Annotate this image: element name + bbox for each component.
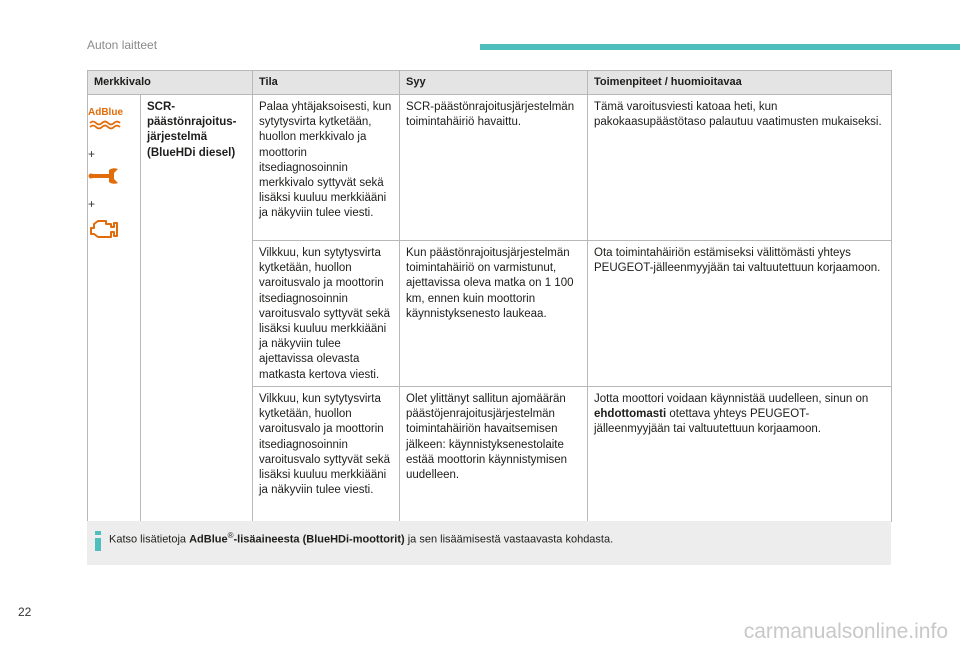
state-cell: Vilkkuu, kun sytytysvirta kytketään, huollon varoitusvalo ja moottorin itsediagnosoinnin varoitusvalo syttyvät sekä lisäksi kuuluu merkkiääni ja näkyviin tulee viesti.: [253, 387, 400, 522]
info-icon: [95, 531, 101, 551]
section-title: Auton laitteet: [87, 38, 158, 52]
emphasis-text: ehdottomasti: [594, 408, 667, 421]
cause-cell: SCR-päästönrajoitusjärjestelmän toimintahäiriö havaittu.: [400, 95, 588, 241]
action-cell: Jotta moottori voidaan käynnistää uudelleen, sinun on ehdottomasti otettava yhteys PEUGEOT-jälleenmyyjään tai valtuutettuun korjaamoon.: [588, 387, 892, 522]
col-header-action: Toimenpiteet / huomioitavaa: [588, 71, 892, 95]
indicator-icons-cell: [88, 95, 141, 522]
cause-cell: Olet ylittänyt sallitun ajomäärän päästöjenrajoitusjärjestelmän toimintahäiriön havaitsemisen jälkeen: käynnistyksenestolaite estää moottorin käynnistymisen uudelleen.: [400, 387, 588, 522]
table-header-row: [88, 71, 892, 95]
col-header-indicator: Merkkivalo: [88, 71, 253, 95]
table-row: [88, 95, 892, 241]
page-number: 22: [18, 605, 32, 619]
state-cell: Vilkkuu, kun sytytysvirta kytketään, huollon varoitusvalo ja moottorin itsediagnosoinnin varoitusvalo syttyvät sekä lisäksi kuuluu merkkiääni ja näkyviin tulee ajettavissa olevasta matkasta kertova viesti.: [253, 241, 400, 387]
wrench-icon: [88, 167, 140, 190]
plus-sign: +: [88, 196, 96, 211]
watermark: carmanualsonline.info: [743, 620, 948, 643]
col-header-state: Tila: [253, 71, 400, 95]
state-cell: Palaa yhtäjaksoisesti, kun sytytysvirta kytketään, huollon merkkivalo ja moottorin itsediagnosoinnin merkkivalo syttyvät sekä lisäksi kuuluu merkkiääni ja näkyviin tulee viesti.: [253, 95, 400, 241]
col-header-cause: Syy: [400, 71, 588, 95]
indicator-name: SCR-päästönrajoitus-järjestelmä (BlueHDi diesel): [141, 95, 253, 522]
action-cell: Tämä varoitusviesti katoaa heti, kun pakokaasupäästötaso palautuu vaatimusten mukaiseksi.: [588, 95, 892, 241]
action-cell: Ota toimintahäiriön estämiseksi välittömästi yhteys PEUGEOT-jälleenmyyjään tai valtuutettuun korjaamoon.: [588, 241, 892, 387]
info-note: [87, 521, 891, 565]
header-accent-bar: [480, 44, 960, 50]
engine-icon: [88, 217, 140, 246]
adblue-icon: AdBlue: [88, 105, 140, 135]
warning-light-table: [87, 70, 892, 522]
plus-sign: +: [88, 147, 96, 162]
cause-cell: Kun päästönrajoitusjärjestelmän toimintahäiriö on varmistunut, ajettavissa oleva matka on 1 100 km, ennen kuin moottorin käynnistyksenesto laukeaa.: [400, 241, 588, 387]
info-text: Katso lisätietoja AdBlue®-lisäaineesta (BlueHDi-moottorit) ja sen lisäämisestä vastaavasta kohdasta.: [109, 531, 614, 546]
